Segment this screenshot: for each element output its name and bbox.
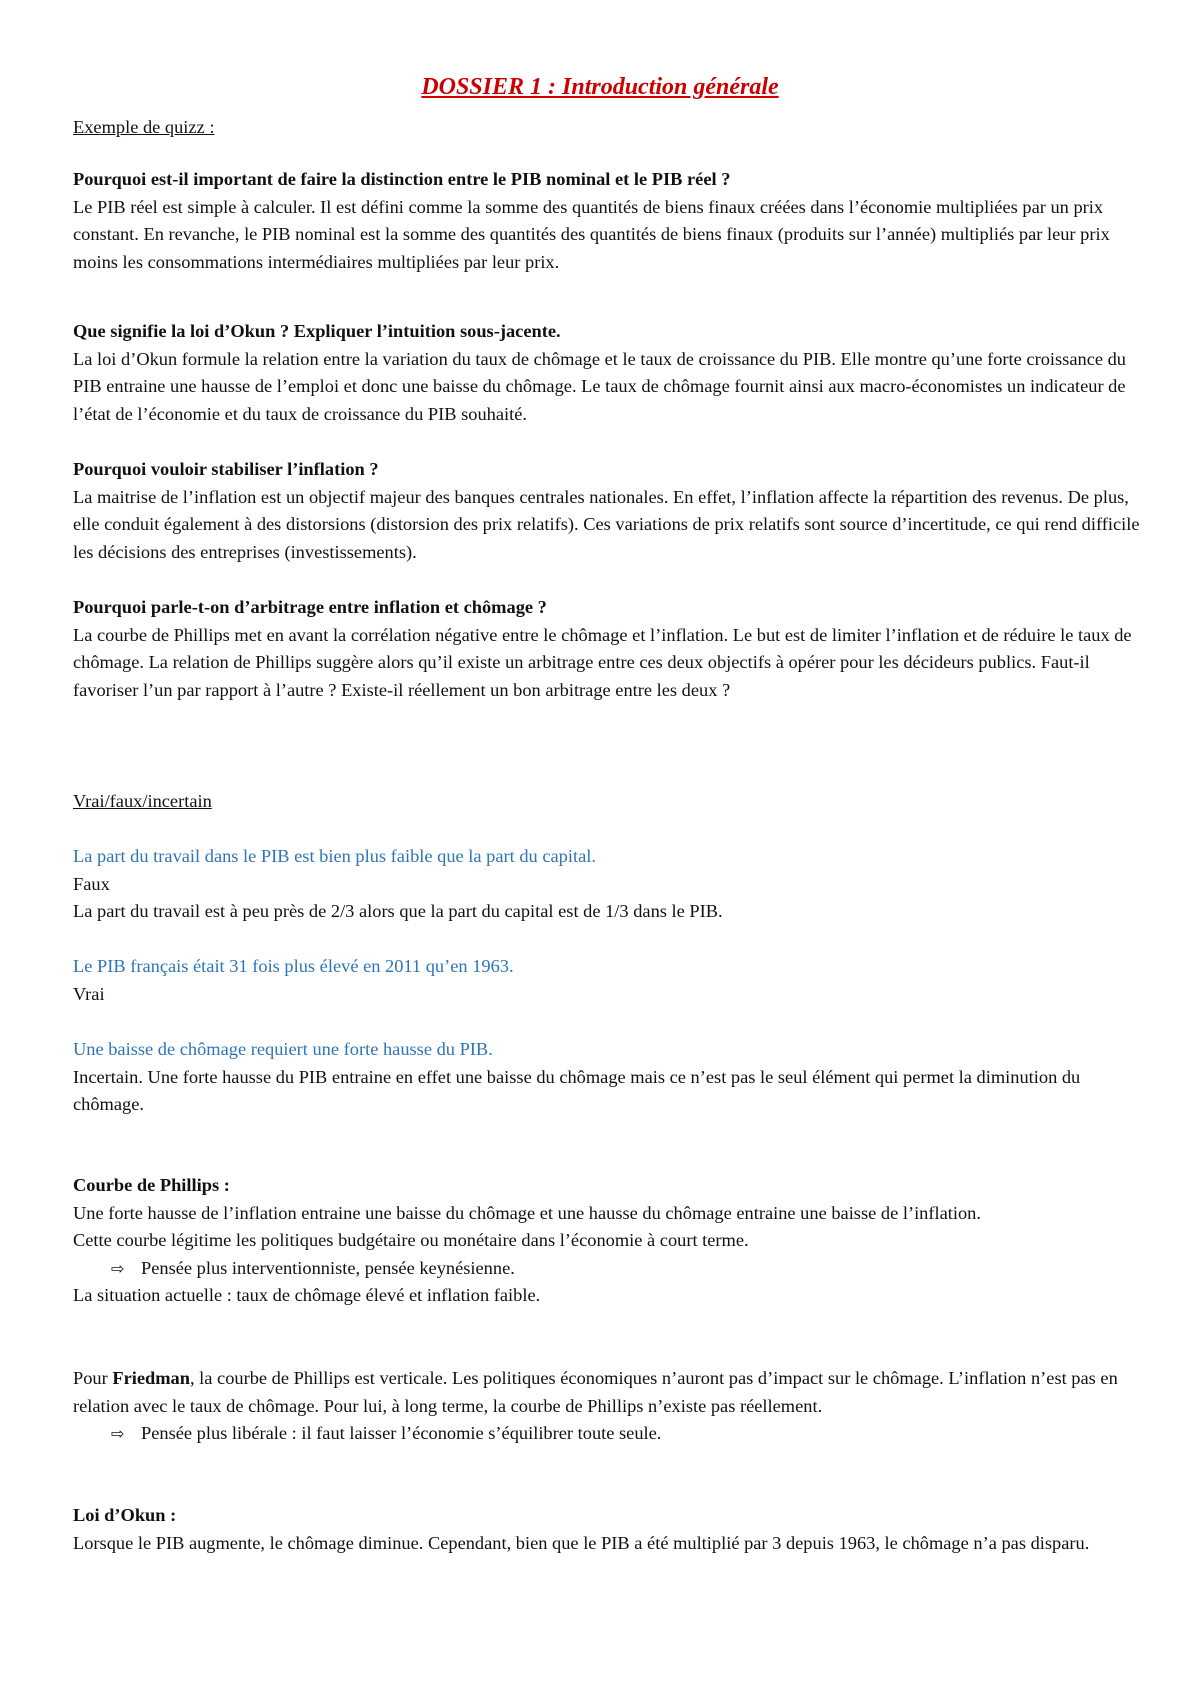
quiz-heading: Exemple de quizz : (73, 117, 215, 137)
bullet-text: Pensée plus libérale : il faut laisser l’économie s’équilibrer toute seule. (141, 1423, 662, 1444)
quiz-question: Pourquoi parle-t-on d’arbitrage entre inflation et chômage ? (73, 597, 547, 617)
vfi-verdict: Faux (73, 873, 110, 894)
vfi-heading-block (73, 788, 1143, 816)
vfi-item-3 (73, 1036, 1143, 1119)
phillips-text: La situation actuelle : taux de chômage élevé et inflation faible. (73, 1285, 541, 1306)
vfi-explanation: La part du travail est à peu près de 2/3 alors que la part du capital est de 1/3 dans le PIB. (73, 901, 723, 922)
okun-heading: Loi d’Okun : (73, 1505, 177, 1525)
friedman-name: Friedman (112, 1368, 190, 1388)
phillips-text: Cette courbe légitime les politiques budgétaire ou monétaire dans l’économie à court terme. (73, 1230, 749, 1251)
vfi-statement: La part du travail dans le PIB est bien plus faible que la part du capital. (73, 846, 596, 866)
phillips-section (73, 1172, 1143, 1310)
vfi-item-1 (73, 843, 1143, 926)
friedman-section (73, 1365, 1143, 1448)
quiz-answer: La loi d’Okun formule la relation entre la variation du taux de chômage et le taux de croissance du PIB. Elle montre qu’une forte croissance du PIB entraine une hausse de l’emploi et donc une baisse du chômage. Le taux de chômage fournit ainsi aux macro-économistes un indicateur de l’état de l’économie et du taux de croissance du PIB souhaité. (73, 348, 1127, 424)
bullet-item (73, 1255, 1143, 1283)
quiz-answer: La maitrise de l’inflation est un objectif majeur des banques centrales nationales. En effet, l’inflation affecte la répartition des revenus. De plus, elle conduit également à des distorsions (distorsion des prix relatifs). Ces variations de prix relatifs sont source d’incertitude, ce qui rend difficile les décisions des entreprises (investissements). (73, 486, 1140, 562)
quiz-item-2 (73, 318, 1143, 428)
friedman-text: , la courbe de Phillips est verticale. Les politiques économiques n’auront pas d’impact sur le chômage. L’inflation n’est pas en relation avec le taux de chômage. Pour lui, à long terme, la courbe de Phillips n’existe pas réellement. (73, 1368, 1118, 1416)
quiz-answer: La courbe de Phillips met en avant la corrélation négative entre le chômage et l’inflation. Le but est de limiter l’inflation et de réduire le taux de chômage. La relation de Phillips suggère alors qu’il existe un arbitrage entre ces deux objectifs à opérer pour les décideurs publics. Faut-il favoriser l’un par rapport à l’autre ? Existe-il réellement un bon arbitrage entre les deux ? (73, 624, 1132, 700)
vfi-verdict: Vrai (73, 983, 105, 1004)
friedman-paragraph (73, 1365, 1143, 1420)
vfi-statement: Une baisse de chômage requiert une forte hausse du PIB. (73, 1039, 493, 1059)
phillips-heading: Courbe de Phillips : (73, 1175, 230, 1195)
page-title: DOSSIER 1 : Introduction générale (421, 74, 779, 100)
quiz-answer: Le PIB réel est simple à calculer. Il est défini comme la somme des quantités de biens finaux créées dans l’économie multipliées par un prix constant. En revanche, le PIB nominal est la somme des quantités des quantités de biens finaux (produits sur l’année) multipliés par leur prix moins les consommations intermédiaires multipliées par leur prix. (73, 196, 1110, 272)
arrow-right-outline-icon: ⇨ (111, 1258, 125, 1278)
arrow-right-outline-icon: ⇨ (111, 1424, 125, 1444)
quiz-question: Pourquoi vouloir stabiliser l’inflation ? (73, 459, 379, 479)
quiz-question: Pourquoi est-il important de faire la distinction entre le PIB nominal et le PIB réel ? (73, 169, 731, 189)
quiz-heading-block (73, 114, 1143, 142)
bullet-text: Pensée plus interventionniste, pensée keynésienne. (141, 1257, 515, 1278)
vfi-item-2 (73, 953, 1143, 1008)
okun-text: Lorsque le PIB augmente, le chômage diminue. Cependant, bien que le PIB a été multiplié par 3 depuis 1963, le chômage n’a pas disparu. (73, 1532, 1090, 1553)
quiz-item-4 (73, 594, 1143, 704)
vfi-heading: Vrai/faux/incertain (73, 791, 212, 811)
quiz-item-1 (73, 166, 1143, 276)
bullet-item (73, 1420, 1143, 1448)
okun-section (73, 1502, 1143, 1557)
vfi-verdict: Incertain. Une forte hausse du PIB entraine en effet une baisse du chômage mais ce n’est pas le seul élément qui permet la diminution du chômage. (73, 1066, 1081, 1115)
friedman-prefix: Pour (73, 1368, 113, 1388)
quiz-item-3 (73, 456, 1143, 566)
vfi-statement: Le PIB français était 31 fois plus élevé en 2011 qu’en 1963. (73, 956, 514, 976)
quiz-question: Que signifie la loi d’Okun ? Expliquer l’intuition sous-jacente. (73, 321, 561, 341)
phillips-text: Une forte hausse de l’inflation entraine une baisse du chômage et une hausse du chômage entraine une baisse de l’inflation. (73, 1202, 981, 1223)
